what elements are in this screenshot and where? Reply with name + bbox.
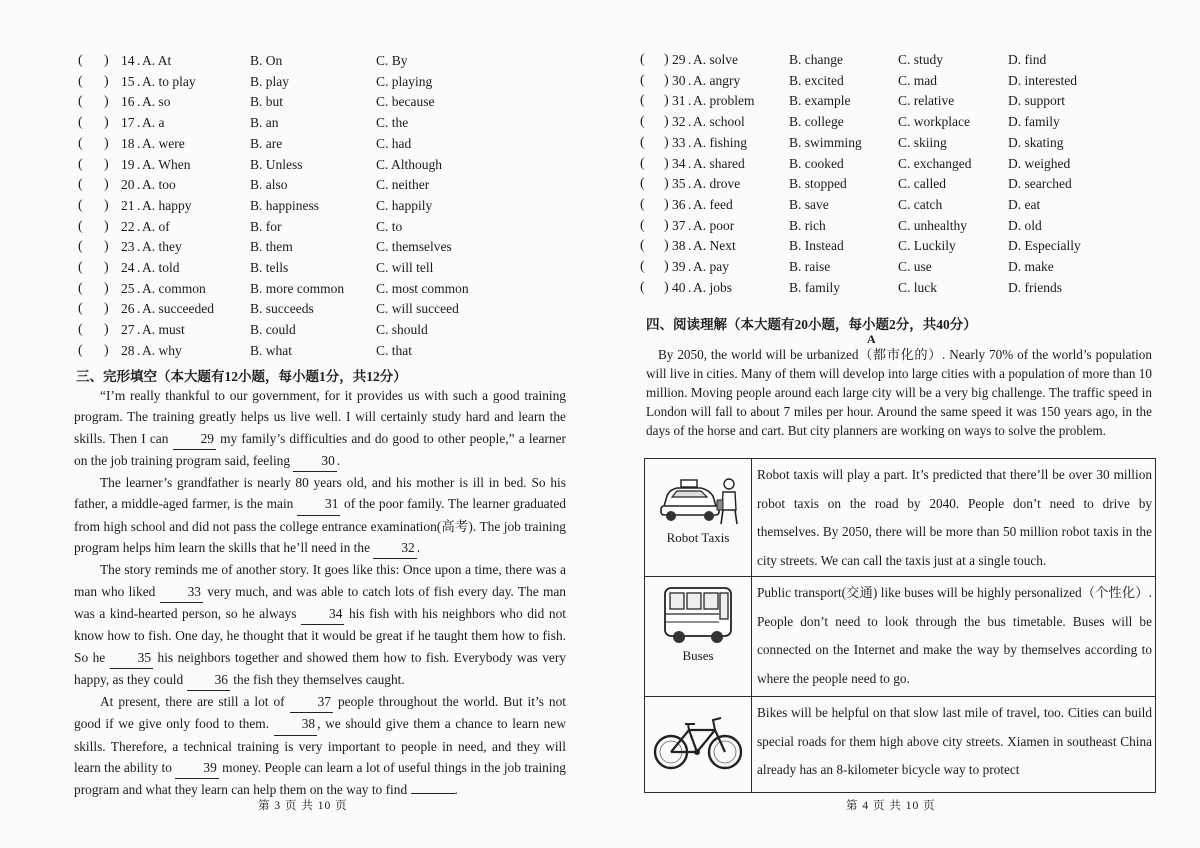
answer-bracket-open: ( xyxy=(78,73,83,89)
answer-bracket-close: ) xyxy=(104,53,109,68)
question-number: 31 xyxy=(672,93,686,109)
question-number: 25 xyxy=(121,280,135,296)
option-b: B. them xyxy=(250,239,293,255)
blank-39: 39 xyxy=(175,757,218,779)
question-number: 17 xyxy=(121,115,135,131)
answer-bracket-open: ( xyxy=(78,197,83,213)
question-number: 22 xyxy=(121,218,135,234)
answer-bracket-close: ) xyxy=(104,239,109,255)
option-b: B. On xyxy=(250,53,283,68)
option-b: B. tells xyxy=(250,260,289,275)
option-d: D. searched xyxy=(1008,176,1072,192)
question-number: 21 xyxy=(121,197,135,213)
option-c: C. the xyxy=(376,115,409,131)
option-c: C. relative xyxy=(898,93,955,109)
text-run: At present, there are still a lot of xyxy=(100,694,290,710)
blank-29: 29 xyxy=(173,428,216,450)
option-d: D. skating xyxy=(1008,134,1064,150)
question-dot: . xyxy=(688,155,692,171)
option-a: A. school xyxy=(693,114,745,130)
option-a: A. a xyxy=(142,115,165,131)
question-dot: . xyxy=(137,156,141,172)
answer-bracket-open: ( xyxy=(78,115,83,131)
option-c: C. that xyxy=(376,342,412,358)
option-b: B. play xyxy=(250,73,289,89)
answer-bracket-open: ( xyxy=(640,114,645,130)
question-number: 35 xyxy=(672,176,686,192)
question-dot: . xyxy=(137,301,141,317)
option-a: A. were xyxy=(142,135,185,151)
answer-bracket-close: ) xyxy=(664,155,669,171)
question-number: 14 xyxy=(121,53,135,68)
blank-40 xyxy=(411,793,455,794)
answer-bracket-close: ) xyxy=(104,156,109,172)
question-number: 30 xyxy=(672,72,686,88)
option-a: A. jobs xyxy=(693,279,733,295)
option-b: B. are xyxy=(250,135,283,151)
answer-bracket-open: ( xyxy=(78,177,83,193)
robot-taxi-icon xyxy=(657,466,739,528)
bus-icon xyxy=(661,584,735,646)
option-a: A. drove xyxy=(693,176,741,192)
answer-bracket-open: ( xyxy=(78,322,83,338)
answer-bracket-close: ) xyxy=(664,52,669,67)
cloze-section-heading: 三、完形填空（本大题有12小题，每小题1分，共12分） xyxy=(76,369,407,384)
answer-bracket-open: ( xyxy=(78,260,83,275)
option-b: B. college xyxy=(789,114,844,130)
blank-35: 35 xyxy=(110,647,153,669)
option-b: B. happiness xyxy=(250,197,319,213)
page-number-footer-right: 第 4 页 共 10 页 xyxy=(846,800,936,812)
question-number: 20 xyxy=(121,177,135,193)
option-b: B. change xyxy=(789,52,843,67)
answer-bracket-open: ( xyxy=(640,176,645,192)
option-b: B. could xyxy=(250,322,296,338)
question-dot: . xyxy=(688,114,692,130)
question-dot: . xyxy=(688,176,692,192)
option-b: B. save xyxy=(789,196,829,212)
transport-icon-cell xyxy=(645,577,752,697)
right-page xyxy=(600,0,1200,848)
answer-bracket-open: ( xyxy=(640,238,645,254)
answer-bracket-close: ) xyxy=(664,196,669,212)
question-dot: . xyxy=(137,342,141,358)
option-a: A. solve xyxy=(693,52,738,67)
answer-bracket-close: ) xyxy=(104,73,109,89)
answer-bracket-close: ) xyxy=(664,93,669,109)
option-a: A. At xyxy=(142,53,172,68)
option-b: B. example xyxy=(789,93,851,109)
option-d: D. make xyxy=(1008,259,1054,274)
answer-bracket-open: ( xyxy=(640,217,645,233)
option-b: B. what xyxy=(250,342,292,358)
option-a: A. common xyxy=(142,280,206,296)
text-run: . xyxy=(454,782,458,798)
answer-bracket-close: ) xyxy=(104,342,109,358)
answer-bracket-close: ) xyxy=(664,279,669,295)
answer-bracket-close: ) xyxy=(664,176,669,192)
question-number: 26 xyxy=(121,301,135,317)
question-dot: . xyxy=(137,53,141,68)
option-a: A. told xyxy=(142,260,180,275)
answer-bracket-close: ) xyxy=(664,238,669,254)
option-a: A. to play xyxy=(142,73,196,89)
option-a: A. problem xyxy=(693,93,755,109)
question-dot: . xyxy=(688,279,692,295)
option-c: C. luck xyxy=(898,279,937,295)
option-c: C. use xyxy=(898,259,932,274)
question-number: 16 xyxy=(121,94,135,110)
table-row xyxy=(645,577,1156,697)
blank-32: 32 xyxy=(373,537,416,559)
option-a: A. why xyxy=(142,342,182,358)
question-dot: . xyxy=(137,115,141,131)
option-c: C. Luckily xyxy=(898,238,956,254)
transport-table xyxy=(644,458,1156,793)
question-dot: . xyxy=(137,177,141,193)
bus-label: Buses xyxy=(682,648,714,663)
blank-36: 36 xyxy=(187,669,230,691)
option-c: C. Although xyxy=(376,156,443,172)
question-dot: . xyxy=(137,94,141,110)
option-a: A. poor xyxy=(693,217,735,233)
blank-34: 34 xyxy=(301,603,344,625)
question-number: 18 xyxy=(121,135,135,151)
option-a: A. of xyxy=(142,218,170,234)
question-dot: . xyxy=(688,196,692,212)
answer-bracket-open: ( xyxy=(78,218,83,234)
answer-bracket-open: ( xyxy=(78,280,83,296)
text-run: The learner’s grandfather is nearly 80 years old, and his mother is ill in bed. So his father, a middle-aged farmer, is the main xyxy=(74,475,566,512)
question-dot: . xyxy=(688,217,692,233)
question-number: 29 xyxy=(672,52,686,67)
question-dot: . xyxy=(137,239,141,255)
blank-38: 38 xyxy=(274,713,317,735)
text-run: his neighbors together and showed them how to fish. Everybody was very happy, as they could xyxy=(74,649,566,687)
answer-bracket-close: ) xyxy=(664,134,669,150)
question-number: 24 xyxy=(121,260,135,275)
answer-bracket-close: ) xyxy=(104,260,109,275)
transport-icon-cell xyxy=(645,697,752,793)
bicycle-icon xyxy=(651,712,745,774)
option-c: C. should xyxy=(376,322,428,338)
text-run: . xyxy=(416,540,421,556)
question-number: 34 xyxy=(672,155,686,171)
question-number: 36 xyxy=(672,196,686,212)
option-d: D. family xyxy=(1008,114,1060,130)
answer-bracket-open: ( xyxy=(640,259,645,274)
question-dot: . xyxy=(688,52,692,67)
option-b: B. family xyxy=(789,279,840,295)
question-dot: . xyxy=(137,135,141,151)
option-b: B. an xyxy=(250,115,279,131)
answer-bracket-open: ( xyxy=(640,72,645,88)
option-b: B. swimming xyxy=(789,134,862,150)
option-d: D. weighed xyxy=(1008,155,1071,171)
question-number: 33 xyxy=(672,134,686,150)
option-a: A. Next xyxy=(693,238,736,254)
option-c: C. playing xyxy=(376,73,433,89)
question-dot: . xyxy=(137,197,141,213)
blank-33: 33 xyxy=(160,581,203,603)
page-number-footer-left: 第 3 页 共 10 页 xyxy=(258,800,348,812)
option-d: D. Especially xyxy=(1008,238,1081,254)
question-dot: . xyxy=(688,238,692,254)
text-run: “I’m really thankful to our government, for it provides us with such a good training program. The training greatly helps us live well. I will certainly study hard and learn the skills. Then I can xyxy=(74,388,566,446)
option-d: D. interested xyxy=(1008,72,1077,88)
transport-icon-cell xyxy=(645,459,752,577)
cloze-passage xyxy=(74,385,566,801)
option-c: C. mad xyxy=(898,72,937,88)
robot-taxi-text: Robot taxis will play a part. It’s predicted that there’ll be over 30 million robot taxis on the road by 2040. People don’t need to drive by themselves. By 2050, there will be more than 50 million robot taxis in the city streets. We can call the taxis just at a single touch. xyxy=(752,459,1156,577)
answer-bracket-close: ) xyxy=(104,94,109,110)
option-c: C. because xyxy=(376,94,435,110)
question-number: 38 xyxy=(672,238,686,254)
text-run: The story reminds me of another story. It goes like this: Once upon a time, there was a man who liked xyxy=(74,562,566,599)
option-c: C. most common xyxy=(376,280,469,296)
answer-bracket-close: ) xyxy=(104,135,109,151)
cloze-paragraph-4 xyxy=(74,691,566,800)
text-run: very much, and was able to catch lots of fish every day. The man was a kind-hearted person, so he always xyxy=(74,583,566,621)
option-a: A. happy xyxy=(142,197,192,213)
bus-text: Public transport(交通) like buses will be highly personalized（个性化）. People don’t need to look through the bus timetable. Buses will be connected on the Internet and make the way by themselves according to where the people need to go. xyxy=(752,577,1156,697)
answer-bracket-close: ) xyxy=(104,280,109,296)
option-b: B. stopped xyxy=(789,176,847,192)
option-c: C. happily xyxy=(376,197,433,213)
blank-30: 30 xyxy=(293,450,336,472)
answer-bracket-open: ( xyxy=(78,239,83,255)
option-c: C. will succeed xyxy=(376,301,459,317)
reading-section-heading: 四、阅读理解（本大题有20小题，每小题2分，共40分） xyxy=(646,317,977,332)
cloze-paragraph-2 xyxy=(74,472,566,559)
question-dot: . xyxy=(688,72,692,88)
answer-bracket-close: ) xyxy=(664,114,669,130)
answer-bracket-close: ) xyxy=(664,217,669,233)
answer-bracket-open: ( xyxy=(640,196,645,212)
option-b: B. Instead xyxy=(789,238,844,254)
text-run: of the poor family. The learner graduated from high school and did not pass the college entrance examination(高考). The job training program helps him learn the skills that he’ll need in the xyxy=(74,496,566,556)
blank-37: 37 xyxy=(290,691,333,713)
question-number: 28 xyxy=(121,342,135,358)
answer-bracket-close: ) xyxy=(104,115,109,131)
question-number: 39 xyxy=(672,259,686,274)
option-c: C. will tell xyxy=(376,260,434,275)
option-c: C. unhealthy xyxy=(898,217,967,233)
option-d: D. find xyxy=(1008,52,1047,67)
question-number: 32 xyxy=(672,114,686,130)
passage-label: A xyxy=(867,332,876,346)
answer-bracket-close: ) xyxy=(104,197,109,213)
cloze-paragraph-1 xyxy=(74,385,566,472)
question-number: 19 xyxy=(121,156,135,172)
option-c: C. By xyxy=(376,53,408,68)
cloze-paragraph-3 xyxy=(74,559,566,691)
option-b: B. rich xyxy=(789,217,826,233)
option-a: A. shared xyxy=(693,155,745,171)
option-c: C. workplace xyxy=(898,114,970,130)
option-a: A. so xyxy=(142,94,171,110)
option-d: D. friends xyxy=(1008,279,1062,295)
question-dot: . xyxy=(688,259,692,274)
text-run: his fish with his neighbors who did not know how to fish. One day, he thought that it would be great if he taught them how to fish. So he xyxy=(74,605,566,665)
table-row xyxy=(645,697,1156,793)
option-c: C. themselves xyxy=(376,239,452,255)
option-a: A. pay xyxy=(693,259,729,274)
answer-bracket-open: ( xyxy=(640,93,645,109)
answer-bracket-open: ( xyxy=(640,155,645,171)
question-dot: . xyxy=(137,218,141,234)
question-number: 23 xyxy=(121,239,135,255)
answer-bracket-open: ( xyxy=(640,279,645,295)
option-a: A. feed xyxy=(693,196,733,212)
text-run: people throughout the world. But it’s not good if we give only food to them. xyxy=(74,694,567,732)
question-dot: . xyxy=(137,73,141,89)
option-b: B. but xyxy=(250,94,284,110)
answer-bracket-open: ( xyxy=(78,156,83,172)
answer-bracket-close: ) xyxy=(104,322,109,338)
answer-bracket-close: ) xyxy=(664,72,669,88)
answer-bracket-open: ( xyxy=(78,53,83,68)
text-run: , we should give them a chance to learn new skills. Therefore, a technical training is very important to people in need, and they will learn the ability to xyxy=(74,716,566,776)
option-b: B. raise xyxy=(789,259,831,274)
blank-31: 31 xyxy=(297,493,340,515)
answer-bracket-open: ( xyxy=(640,134,645,150)
option-c: C. neither xyxy=(376,177,430,193)
option-a: A. succeeded xyxy=(142,301,214,317)
text-run: the fish they themselves caught. xyxy=(229,671,405,687)
option-b: B. excited xyxy=(789,72,844,88)
option-d: D. old xyxy=(1008,217,1042,233)
question-number: 40 xyxy=(672,279,686,295)
answer-bracket-open: ( xyxy=(78,94,83,110)
answer-bracket-close: ) xyxy=(104,177,109,193)
reading-passage-intro: By 2050, the world will be urbanized（都市化的）. Nearly 70% of the world’s population will live in cities. Many of them will develop into large cities with a population of more than 10 million. Moving people around each large city will be a very big challenge. The traffic speed in London will fall to about 7 miles per hour. Around the same speed it was 150 years ago, in the days of the horse and cart. But city planners are working on ways to solve the problem. xyxy=(646,347,1152,438)
option-a: A. angry xyxy=(693,72,741,88)
text-run: my family’s difficulties and do good to other people,” a learner on the job training program said, feeling xyxy=(74,430,566,468)
question-number: 15 xyxy=(121,73,135,89)
option-a: A. When xyxy=(142,156,191,172)
option-c: C. called xyxy=(898,176,946,192)
text-run: . xyxy=(336,452,341,468)
option-b: B. more common xyxy=(250,280,345,296)
option-a: A. they xyxy=(142,239,182,255)
bike-text: Bikes will be helpful on that slow last mile of travel, too. Cities can build special roads for them high above city streets. Xiamen in southeast China already has an 8-kilometer bicycle way to protect xyxy=(752,697,1156,793)
answer-bracket-open: ( xyxy=(78,135,83,151)
option-b: B. for xyxy=(250,218,282,234)
question-number: 37 xyxy=(672,217,686,233)
option-b: B. Unless xyxy=(250,156,303,172)
question-number: 27 xyxy=(121,322,135,338)
table-row xyxy=(645,459,1156,577)
answer-bracket-open: ( xyxy=(78,342,83,358)
question-dot: . xyxy=(137,280,141,296)
question-dot: . xyxy=(137,322,141,338)
answer-bracket-open: ( xyxy=(78,301,83,317)
option-a: A. fishing xyxy=(693,134,747,150)
option-c: C. exchanged xyxy=(898,155,972,171)
answer-bracket-close: ) xyxy=(104,218,109,234)
option-a: A. must xyxy=(142,322,185,338)
option-c: C. skiing xyxy=(898,134,947,150)
question-dot: . xyxy=(688,93,692,109)
robot-taxi-label: Robot Taxis xyxy=(666,530,730,545)
question-dot: . xyxy=(688,134,692,150)
question-dot: . xyxy=(137,260,141,275)
answer-bracket-open: ( xyxy=(640,52,645,67)
option-c: C. to xyxy=(376,218,403,234)
option-b: B. succeeds xyxy=(250,301,314,317)
answer-bracket-close: ) xyxy=(104,301,109,317)
option-c: C. study xyxy=(898,52,944,67)
option-b: B. also xyxy=(250,177,288,193)
option-a: A. too xyxy=(142,177,176,193)
text-run: money. People can learn a lot of useful things in the job training program and what they learn can help them on the way to find xyxy=(74,760,566,798)
option-c: C. had xyxy=(376,135,412,151)
option-c: C. catch xyxy=(898,196,943,212)
option-d: D. support xyxy=(1008,93,1065,109)
answer-bracket-close: ) xyxy=(664,259,669,274)
option-d: D. eat xyxy=(1008,196,1041,212)
option-b: B. cooked xyxy=(789,155,844,171)
